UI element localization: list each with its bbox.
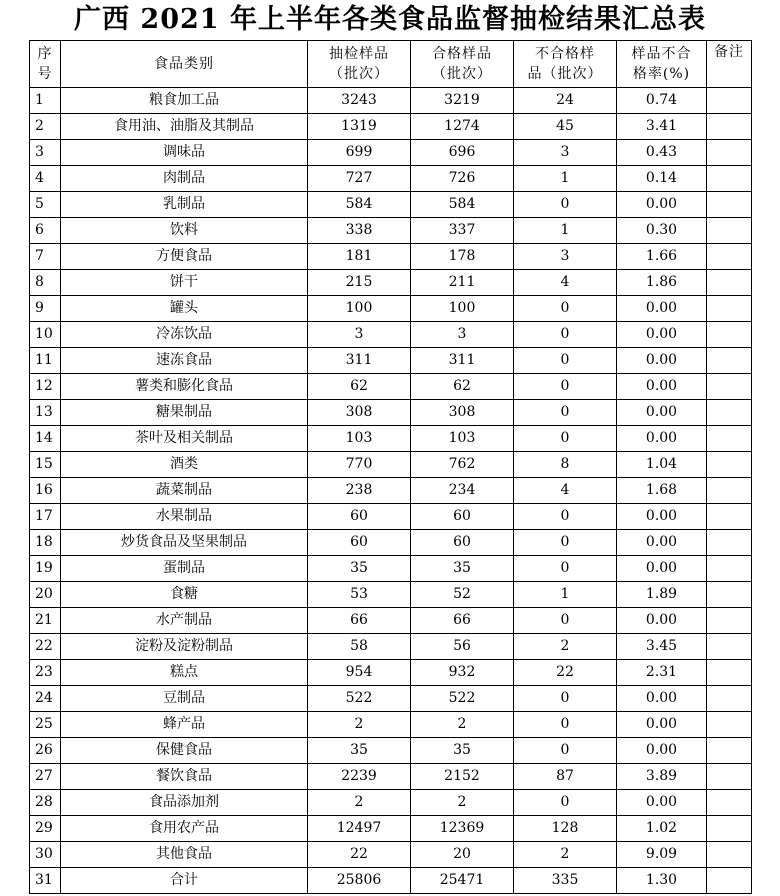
cell-qualified: 234 (411, 478, 514, 504)
cell-remark (707, 322, 752, 348)
cell-category: 其他食品 (61, 842, 308, 868)
cell-sampled: 338 (308, 218, 411, 244)
cell-sampled: 25806 (308, 868, 411, 894)
cell-seq: 6 (30, 218, 61, 244)
table-row (30, 764, 752, 790)
cell-unqualified: 0 (514, 400, 617, 426)
table-row (30, 166, 752, 192)
cell-qualified: 726 (411, 166, 514, 192)
cell-category: 粮食加工品 (61, 88, 308, 114)
header-remark: 备注 (707, 41, 752, 88)
cell-seq: 11 (30, 348, 61, 374)
cell-sampled: 238 (308, 478, 411, 504)
cell-qualified: 762 (411, 452, 514, 478)
cell-remark (707, 660, 752, 686)
cell-rate: 0.00 (617, 556, 707, 582)
cell-sampled: 58 (308, 634, 411, 660)
cell-qualified: 308 (411, 400, 514, 426)
table-row (30, 348, 752, 374)
table-row (30, 374, 752, 400)
cell-sampled: 22 (308, 842, 411, 868)
cell-remark (707, 374, 752, 400)
cell-seq: 5 (30, 192, 61, 218)
cell-rate: 0.00 (617, 348, 707, 374)
cell-seq: 12 (30, 374, 61, 400)
cell-unqualified: 0 (514, 192, 617, 218)
table-row (30, 452, 752, 478)
cell-qualified: 3 (411, 322, 514, 348)
cell-qualified: 178 (411, 244, 514, 270)
cell-qualified: 696 (411, 140, 514, 166)
table-row (30, 868, 752, 894)
cell-unqualified: 2 (514, 842, 617, 868)
cell-seq: 21 (30, 608, 61, 634)
cell-rate: 0.14 (617, 166, 707, 192)
cell-category: 蜂产品 (61, 712, 308, 738)
header-category: 食品类别 (61, 41, 308, 88)
cell-remark (707, 530, 752, 556)
cell-rate: 0.00 (617, 712, 707, 738)
cell-unqualified: 0 (514, 322, 617, 348)
cell-rate: 1.89 (617, 582, 707, 608)
cell-remark (707, 686, 752, 712)
cell-seq: 27 (30, 764, 61, 790)
header-seq-line1: 序 (37, 46, 53, 62)
cell-seq: 29 (30, 816, 61, 842)
cell-remark (707, 426, 752, 452)
cell-category: 蛋制品 (61, 556, 308, 582)
cell-unqualified: 128 (514, 816, 617, 842)
cell-remark (707, 348, 752, 374)
cell-category: 方便食品 (61, 244, 308, 270)
cell-unqualified: 1 (514, 218, 617, 244)
cell-unqualified: 24 (514, 88, 617, 114)
cell-rate: 3.45 (617, 634, 707, 660)
cell-sampled: 2 (308, 790, 411, 816)
cell-sampled: 103 (308, 426, 411, 452)
cell-rate: 0.00 (617, 608, 707, 634)
cell-rate: 1.04 (617, 452, 707, 478)
cell-qualified: 2 (411, 712, 514, 738)
cell-remark (707, 634, 752, 660)
table-row (30, 634, 752, 660)
cell-qualified: 2152 (411, 764, 514, 790)
cell-seq: 7 (30, 244, 61, 270)
cell-remark (707, 88, 752, 114)
table-row (30, 842, 752, 868)
cell-qualified: 62 (411, 374, 514, 400)
header-seq-line2: 号 (37, 66, 53, 82)
cell-seq: 16 (30, 478, 61, 504)
cell-sampled: 2239 (308, 764, 411, 790)
header-seq (30, 41, 61, 88)
cell-qualified: 932 (411, 660, 514, 686)
cell-unqualified: 4 (514, 270, 617, 296)
cell-rate: 3.89 (617, 764, 707, 790)
cell-qualified: 1274 (411, 114, 514, 140)
cell-remark (707, 218, 752, 244)
cell-category: 食品添加剂 (61, 790, 308, 816)
cell-rate: 2.31 (617, 660, 707, 686)
cell-sampled: 35 (308, 556, 411, 582)
cell-qualified: 52 (411, 582, 514, 608)
cell-rate: 0.00 (617, 530, 707, 556)
cell-category: 肉制品 (61, 166, 308, 192)
cell-sampled: 522 (308, 686, 411, 712)
cell-rate: 3.41 (617, 114, 707, 140)
cell-unqualified: 0 (514, 738, 617, 764)
cell-qualified: 522 (411, 686, 514, 712)
cell-category: 冷冻饮品 (61, 322, 308, 348)
cell-rate: 1.02 (617, 816, 707, 842)
cell-unqualified: 0 (514, 348, 617, 374)
table-row (30, 504, 752, 530)
cell-sampled: 66 (308, 608, 411, 634)
table-body (30, 88, 752, 894)
cell-remark (707, 192, 752, 218)
cell-category: 水果制品 (61, 504, 308, 530)
cell-unqualified: 87 (514, 764, 617, 790)
cell-category: 薯类和膨化食品 (61, 374, 308, 400)
cell-sampled: 308 (308, 400, 411, 426)
cell-category: 饮料 (61, 218, 308, 244)
table-row (30, 556, 752, 582)
cell-seq: 14 (30, 426, 61, 452)
cell-rate: 1.86 (617, 270, 707, 296)
cell-remark (707, 868, 752, 894)
cell-unqualified: 0 (514, 504, 617, 530)
cell-rate: 1.30 (617, 868, 707, 894)
cell-sampled: 727 (308, 166, 411, 192)
cell-qualified: 66 (411, 608, 514, 634)
cell-sampled: 2 (308, 712, 411, 738)
cell-remark (707, 712, 752, 738)
cell-category: 糕点 (61, 660, 308, 686)
cell-rate: 0.00 (617, 504, 707, 530)
header-sampled-line1: 抽检样品 (329, 46, 389, 62)
cell-seq: 13 (30, 400, 61, 426)
cell-unqualified: 4 (514, 478, 617, 504)
cell-sampled: 770 (308, 452, 411, 478)
cell-category: 酒类 (61, 452, 308, 478)
cell-rate: 0.00 (617, 296, 707, 322)
cell-seq: 22 (30, 634, 61, 660)
table-row (30, 686, 752, 712)
cell-sampled: 699 (308, 140, 411, 166)
table-row (30, 322, 752, 348)
cell-unqualified: 0 (514, 608, 617, 634)
table-row (30, 530, 752, 556)
table-row (30, 582, 752, 608)
cell-sampled: 181 (308, 244, 411, 270)
cell-remark (707, 166, 752, 192)
cell-qualified: 311 (411, 348, 514, 374)
cell-unqualified: 0 (514, 556, 617, 582)
table-row (30, 114, 752, 140)
cell-seq: 19 (30, 556, 61, 582)
cell-remark (707, 244, 752, 270)
cell-qualified: 60 (411, 530, 514, 556)
cell-unqualified: 1 (514, 166, 617, 192)
cell-category: 蔬菜制品 (61, 478, 308, 504)
cell-remark (707, 764, 752, 790)
cell-sampled: 954 (308, 660, 411, 686)
cell-unqualified: 8 (514, 452, 617, 478)
cell-seq: 9 (30, 296, 61, 322)
cell-remark (707, 608, 752, 634)
cell-category: 食用农产品 (61, 816, 308, 842)
cell-seq: 3 (30, 140, 61, 166)
cell-unqualified: 22 (514, 660, 617, 686)
cell-rate: 1.66 (617, 244, 707, 270)
cell-unqualified: 0 (514, 374, 617, 400)
cell-sampled: 3243 (308, 88, 411, 114)
cell-remark (707, 504, 752, 530)
cell-qualified: 211 (411, 270, 514, 296)
header-sampled (308, 41, 411, 88)
cell-remark (707, 816, 752, 842)
table-row (30, 270, 752, 296)
cell-qualified: 20 (411, 842, 514, 868)
cell-rate: 0.74 (617, 88, 707, 114)
table-row (30, 140, 752, 166)
cell-seq: 26 (30, 738, 61, 764)
cell-sampled: 12497 (308, 816, 411, 842)
cell-category: 合计 (61, 868, 308, 894)
table-row (30, 192, 752, 218)
cell-rate: 0.30 (617, 218, 707, 244)
table-row (30, 712, 752, 738)
cell-rate: 0.00 (617, 738, 707, 764)
cell-qualified: 12369 (411, 816, 514, 842)
cell-qualified: 103 (411, 426, 514, 452)
cell-category: 调味品 (61, 140, 308, 166)
cell-qualified: 337 (411, 218, 514, 244)
cell-remark (707, 738, 752, 764)
header-rate (617, 41, 707, 88)
table-row (30, 244, 752, 270)
cell-qualified: 25471 (411, 868, 514, 894)
cell-remark (707, 140, 752, 166)
cell-unqualified: 0 (514, 426, 617, 452)
cell-category: 乳制品 (61, 192, 308, 218)
cell-seq: 15 (30, 452, 61, 478)
header-qualified-line1: 合格样品 (432, 46, 492, 62)
table-row (30, 738, 752, 764)
cell-seq: 18 (30, 530, 61, 556)
cell-qualified: 3219 (411, 88, 514, 114)
cell-rate: 9.09 (617, 842, 707, 868)
cell-unqualified: 1 (514, 582, 617, 608)
cell-rate: 0.00 (617, 686, 707, 712)
cell-sampled: 3 (308, 322, 411, 348)
cell-seq: 23 (30, 660, 61, 686)
cell-rate: 0.00 (617, 426, 707, 452)
cell-category: 炒货食品及坚果制品 (61, 530, 308, 556)
cell-sampled: 35 (308, 738, 411, 764)
table-row (30, 660, 752, 686)
cell-rate: 1.68 (617, 478, 707, 504)
cell-remark (707, 270, 752, 296)
table-row (30, 478, 752, 504)
cell-seq: 28 (30, 790, 61, 816)
header-rate-line1: 样品不合 (631, 46, 692, 62)
cell-rate: 0.43 (617, 140, 707, 166)
cell-category: 保健食品 (61, 738, 308, 764)
cell-seq: 24 (30, 686, 61, 712)
header-rate-line2: 格率(%) (632, 66, 691, 82)
header-qualified-line2: （批次） (432, 66, 492, 82)
cell-seq: 2 (30, 114, 61, 140)
cell-rate: 0.00 (617, 374, 707, 400)
header-qualified (411, 41, 514, 88)
cell-seq: 31 (30, 868, 61, 894)
cell-seq: 25 (30, 712, 61, 738)
cell-qualified: 60 (411, 504, 514, 530)
cell-sampled: 215 (308, 270, 411, 296)
cell-category: 茶叶及相关制品 (61, 426, 308, 452)
cell-remark (707, 790, 752, 816)
table-row (30, 608, 752, 634)
cell-unqualified: 0 (514, 530, 617, 556)
table-row (30, 296, 752, 322)
cell-remark (707, 452, 752, 478)
cell-remark (707, 478, 752, 504)
cell-sampled: 1319 (308, 114, 411, 140)
cell-remark (707, 114, 752, 140)
cell-remark (707, 400, 752, 426)
cell-category: 淀粉及淀粉制品 (61, 634, 308, 660)
cell-seq: 30 (30, 842, 61, 868)
cell-unqualified: 0 (514, 686, 617, 712)
cell-unqualified: 0 (514, 296, 617, 322)
cell-category: 饼干 (61, 270, 308, 296)
cell-remark (707, 842, 752, 868)
cell-category: 餐饮食品 (61, 764, 308, 790)
cell-category: 食用油、油脂及其制品 (61, 114, 308, 140)
inspection-results-table (29, 40, 752, 894)
cell-remark (707, 556, 752, 582)
table-row (30, 426, 752, 452)
cell-qualified: 2 (411, 790, 514, 816)
header-unqualified (514, 41, 617, 88)
header-unqualified-line2: 品（批次） (527, 66, 603, 82)
header-unqualified-line1: 不合格样 (535, 46, 595, 62)
cell-unqualified: 45 (514, 114, 617, 140)
cell-unqualified: 3 (514, 244, 617, 270)
cell-seq: 10 (30, 322, 61, 348)
cell-sampled: 62 (308, 374, 411, 400)
cell-unqualified: 2 (514, 634, 617, 660)
cell-category: 速冻食品 (61, 348, 308, 374)
cell-sampled: 60 (308, 530, 411, 556)
cell-qualified: 56 (411, 634, 514, 660)
cell-category: 糖果制品 (61, 400, 308, 426)
cell-qualified: 100 (411, 296, 514, 322)
table-header-row (30, 41, 752, 88)
table-row (30, 816, 752, 842)
cell-qualified: 35 (411, 738, 514, 764)
cell-category: 水产制品 (61, 608, 308, 634)
cell-rate: 0.00 (617, 400, 707, 426)
cell-unqualified: 3 (514, 140, 617, 166)
cell-seq: 4 (30, 166, 61, 192)
cell-unqualified: 0 (514, 712, 617, 738)
cell-qualified: 35 (411, 556, 514, 582)
cell-rate: 0.00 (617, 322, 707, 348)
cell-sampled: 60 (308, 504, 411, 530)
cell-category: 食糖 (61, 582, 308, 608)
cell-seq: 20 (30, 582, 61, 608)
cell-rate: 0.00 (617, 192, 707, 218)
cell-seq: 1 (30, 88, 61, 114)
cell-category: 豆制品 (61, 686, 308, 712)
table-row (30, 88, 752, 114)
cell-unqualified: 0 (514, 790, 617, 816)
cell-sampled: 311 (308, 348, 411, 374)
table-row (30, 218, 752, 244)
cell-category: 罐头 (61, 296, 308, 322)
cell-seq: 17 (30, 504, 61, 530)
cell-rate: 0.00 (617, 790, 707, 816)
document-title: 广西 2021 年上半年各类食品监督抽检结果汇总表 (74, 4, 706, 35)
cell-sampled: 53 (308, 582, 411, 608)
cell-remark (707, 296, 752, 322)
table-row (30, 400, 752, 426)
table-row (30, 790, 752, 816)
cell-sampled: 100 (308, 296, 411, 322)
cell-qualified: 584 (411, 192, 514, 218)
header-sampled-line2: （批次） (329, 66, 389, 82)
cell-seq: 8 (30, 270, 61, 296)
cell-unqualified: 335 (514, 868, 617, 894)
cell-sampled: 584 (308, 192, 411, 218)
cell-remark (707, 582, 752, 608)
